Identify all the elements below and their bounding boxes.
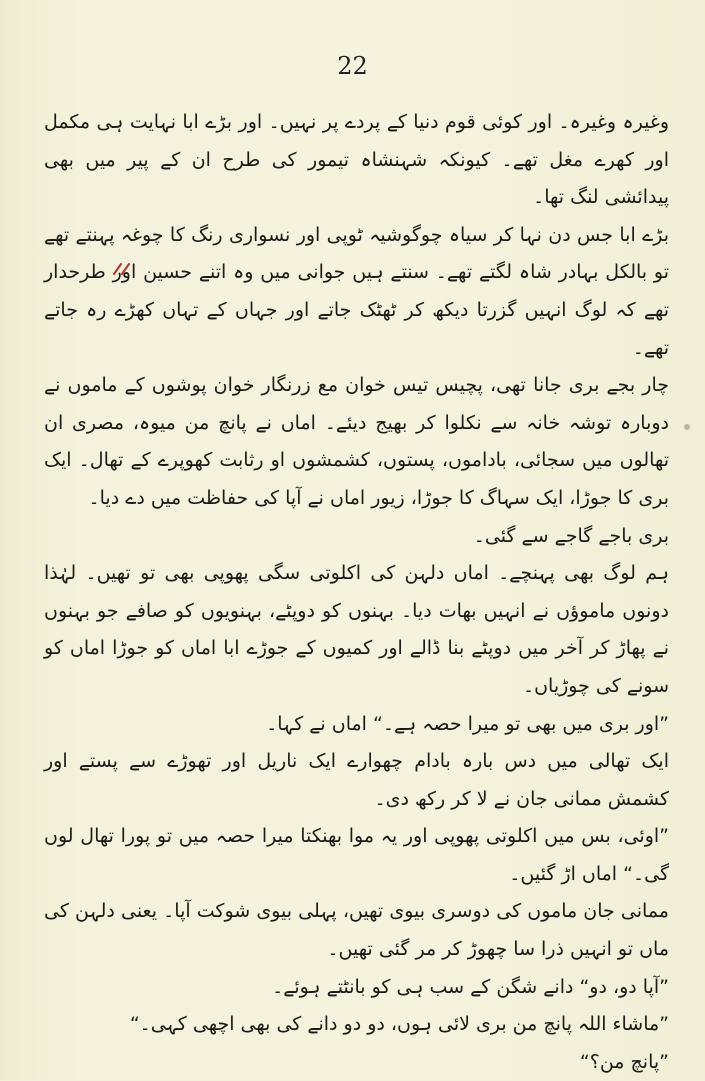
paper-speck bbox=[684, 424, 690, 430]
paragraph-3: چار بجے بری جانا تھی، پچیس تیس خوان مع زرنگار خوان پوشوں کے ماموں نے دوبارہ توشہ خانہ سے نکلوا کر بھیج دیئے۔ اماں نے پانچ من میوہ، مصری ان تھالوں میں سجائی، باداموں، پستوں، کشمشوں او رثابت کھوپرے کے تھال۔ ایک بری کا جوڑا، ایک سہاگ کا جوڑا، زیور اماں نے آپا کی حفاظت میں دے دیا۔ bbox=[44, 374, 669, 509]
paragraph-5: ہم لوگ بھی پہنچے۔ اماں دلہن کی اکلوتی سگی پھوپی بھی تو تھیں۔ لہٰذا دونوں ماموؤں نے انہیں بھات دیا۔ بہنوں کو دوپٹے، بہنویوں کو صافے جو بہنوں نے پھاڑ کر آخر میں دوپٹے بنا ڈالے اور کمیوں کے جوڑے ابا اماں کو جوڑا اماں کو سونے کی چوڑیاں۔ bbox=[44, 562, 669, 697]
paragraph-10: ”آپا دو، دو“ دانے شگن کے سب ہی کو بانٹتے ہوئے۔ bbox=[272, 975, 669, 998]
margin-mark-icon bbox=[111, 262, 133, 276]
paragraph-12: ”پانچ من؟“ bbox=[579, 1050, 669, 1073]
paragraph-6: ”اور بری میں بھی تو میرا حصہ ہے۔“ اماں نے کہا۔ bbox=[266, 712, 669, 735]
paragraph-1: وغیرہ وغیرہ۔ اور کوئی قوم دنیا کے پردے پر نہیں۔ اور بڑے ابا نہایت ہی مکمل اور کھرے مغل تھے۔ کیونکہ شہنشاہ تیمور کی طرح ان کے پیر میں بھی پیدائشی لنگ تھا۔ bbox=[44, 111, 669, 209]
paragraph-8: ”اوئی، بس میں اکلوتی پھوپی اور یہ موا بھنکتا میرا حصہ میں تو پورا تھال لوں گی۔“ اماں اڑ گئیں۔ bbox=[44, 825, 669, 885]
paragraph-4: بری باجے گاجے سے گئی۔ bbox=[473, 524, 669, 547]
paragraph-11: ”ماشاء اللہ پانچ من بری لائی ہوں، دو دو دانے کی بھی اچھی کہی۔“ bbox=[129, 1013, 669, 1036]
page-number: 22 bbox=[337, 52, 368, 80]
paragraph-7: ایک تھالی میں دس بارہ بادام چھوارے ایک ناریل اور تھوڑے سے پستے اور کشمش ممانی جان نے لا کر رکھ دی۔ bbox=[44, 750, 669, 810]
paragraph-2: بڑے ابا جس دن نہا کر سیاہ چوگوشیہ ٹوپی اور نسواری رنگ کا چوغہ پہنتے تھے تو بالکل بہادر شاہ لگتے تھے۔ سنتے ہیں جوانی میں وہ اتنے حسین اور طرحدار تھے کہ لوگ انہیں گزرتا دیکھ کر ٹھٹک جاتے اور جہاں کے تہاں کھڑے رہ جاتے تھے۔ bbox=[44, 223, 669, 359]
body-text bbox=[44, 104, 669, 1081]
paragraph-9: ممانی جان ماموں کی دوسری بیوی تھیں، پہلی بیوی شوکت آپا۔ یعنی دلہن کی ماں تو انہیں ذرا سا چھوڑ کر مر گئی تھیں۔ bbox=[44, 900, 669, 961]
